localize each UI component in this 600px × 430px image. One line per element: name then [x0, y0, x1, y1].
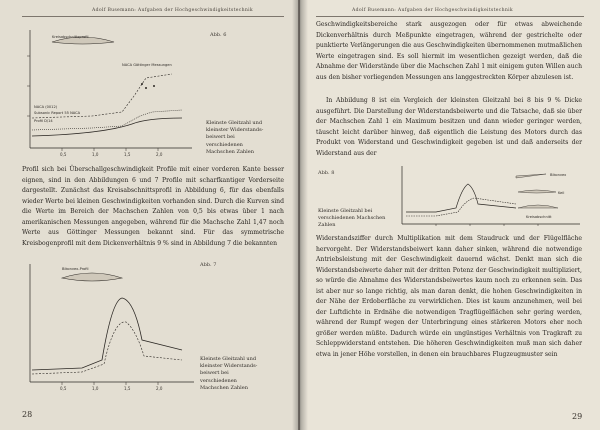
right-paragraph-3: Widerstandsziffer durch Multiplikation mit dem Staudruck und der Flügelfläche hervorgeht. Der Widerstandsbeiwert kann daher sinken, während die notwendige Antriebsleistung mit der Geschwindigkeit dauernd wächst. Denkt man sich die Widerstandsbeiwerte daher mit der dritten Potenz der Geschwindigkeit multipliziert, so würde die Abnahme des Widerstandsbeiwertes kaum noch zu erkennen sein. Das ist aber nur so lange richtig, als man daran denkt, die hohen Geschwindigkeiten in der Nähe der Erdoberfläche zu verwirklichen. Dies ist kaum anzunehmen, weil bei der Luftdichte in Erdnähe die notwendigen Tragflügelflächen sehr gering werden, während der Rumpf wegen der Unterbringung eines stärkeren Motors eher noch größer werden müßte. Dadurch würde ein ungünstiges Verhältnis von Tragkraft zu Schleppwiderstand entstehen. Die höheren Geschwindigkeiten muß man sich daher etwa in jener Höhe vorstellen, in denen ein brauchbares Flugzeugmuster sein: [316, 235, 582, 358]
right-page: [300, 0, 600, 430]
svg-text:0,5: 0,5: [60, 152, 67, 157]
right-running-header: Adolf Busemann: Aufgaben der Hochgeschwindigkeitstechnik: [352, 8, 513, 13]
fig6-caption: Kleinste Gleitzahl und kleinster Widerstands- beiwert bei verschiedenen Machschen Zahlen: [206, 120, 264, 155]
svg-text:1,5: 1,5: [124, 386, 131, 391]
right-page-number: 29: [572, 412, 583, 421]
right-paragraph-1: Geschwindigkeitsbereiche stark ausgezogen oder für etwas abweichende Dickenverhältnis durch Meßpunkte eingetragen, während der gestrichelte oder punktierte Verlängerungen die aus Geschwindigkeiten übernommenen mutmaßlichen Werte eingetragen sind. Es soll hiermit im wesentlichen gezeigt werden, daß die Abnahme der Widerstände über die Machschen Zahl 1 mit einigem guten Willen auch aus den bisher vorliegenden Messungen ans langgestreckten Körper abzulesen ist.: [316, 21, 582, 81]
fig7-annotation-profile: Bikonvex-Profil: [62, 267, 89, 271]
figure-7: [22, 260, 202, 395]
figure-6-plot: [22, 26, 202, 161]
left-page-number: 28: [22, 410, 33, 419]
svg-text:1,0: 1,0: [92, 386, 99, 391]
fig6-label: Abb. 6: [210, 32, 227, 38]
svg-text:1,5: 1,5: [124, 152, 131, 157]
fig6-annotation-naca: NACA (0012): [34, 105, 58, 109]
fig8-annotation-bikonvex: Bikonvex: [550, 173, 567, 177]
fig6-annotation-goettingen: NACA Göttinger Messungen: [122, 63, 172, 67]
left-paragraph: Profil sich bei Überschallgeschwindigkeit Profile mit einer vorderen Kante besser eignen, sind in den Abbildungen 6 und 7 Profile mit scharfkantiger Vorderseite dargestellt. Zunächst das Kreisabschnittsprofil in Abbildung 6, für das ebenfalls wieder Werte bei kleinen Geschwindigkeiten vorhanden sind. Durch die Kurven sind die Werte im Bereich der Machschen Zahlen von 0,5 bis etwas über 1 nach amerikanischen Messungen angegeben, während für die Machsche Zahl 1,47 noch Werte aus Göttinger Messungen bekannt sind. Für das symmetrische Kreisbogenprofil mit dem Dickenverhältnis 9 % sind in Abbildung 7 die bekannten: [22, 166, 284, 247]
left-header-rule: [22, 16, 284, 17]
left-running-header: Adolf Busemann: Aufgaben der Hochgeschwindigkeitstechnik: [92, 8, 253, 13]
svg-text:2,0: 2,0: [156, 152, 163, 157]
figure-8-plot: [396, 164, 586, 230]
right-paragraph-2: In Abbildung 8 ist ein Vergleich der kleinsten Gleitzahl bei 8 bis 9 % Dicke ausgeführt. Die Darstellung der Widerstandsbeiwerte und die Tatsache, daß sie über der Machschen Zahl 1 ein Maximum besitzen und dann wieder geringer werden, täuscht leicht darüber hinweg, daß eigentlich die Leistung des Motors durch das Produkt von Widerstand und Geschwindigkeit gegeben ist und daß anderseits der Widerstand aus der: [316, 97, 582, 157]
svg-text:2,0: 2,0: [156, 386, 163, 391]
figure-7-plot: [22, 260, 202, 395]
fig7-label: Abb. 7: [200, 262, 217, 268]
svg-text:0,5: 0,5: [60, 386, 67, 391]
svg-text:1,0: 1,0: [92, 152, 99, 157]
fig8-annotation-kreisabschnitt: Kreisabschnitt: [526, 215, 552, 219]
fig6-annotation-report: Subsonic Report 55 NACA: [34, 111, 81, 115]
fig8-caption: Kleinste Gleitzahl bei verschiedenen Machschen Zahlen: [318, 208, 386, 229]
fig6-annotation-profil: Profil D/14: [34, 119, 53, 123]
fig8-annotation-keil: Keil: [558, 191, 565, 195]
fig8-label: Abb. 8: [318, 170, 335, 176]
left-page: [0, 0, 298, 430]
right-header-rule: [316, 16, 584, 17]
figure-6: [22, 26, 202, 161]
book-gutter-shadow: [292, 0, 308, 430]
fig7-caption: Kleinste Gleitzahl und kleinster Widerstands- beiwert bei verschiedenen Machschen Zahlen: [200, 356, 258, 391]
fig6-annotation-profile: Kreisabschnittsprofil: [52, 35, 89, 39]
figure-8: [396, 164, 586, 230]
